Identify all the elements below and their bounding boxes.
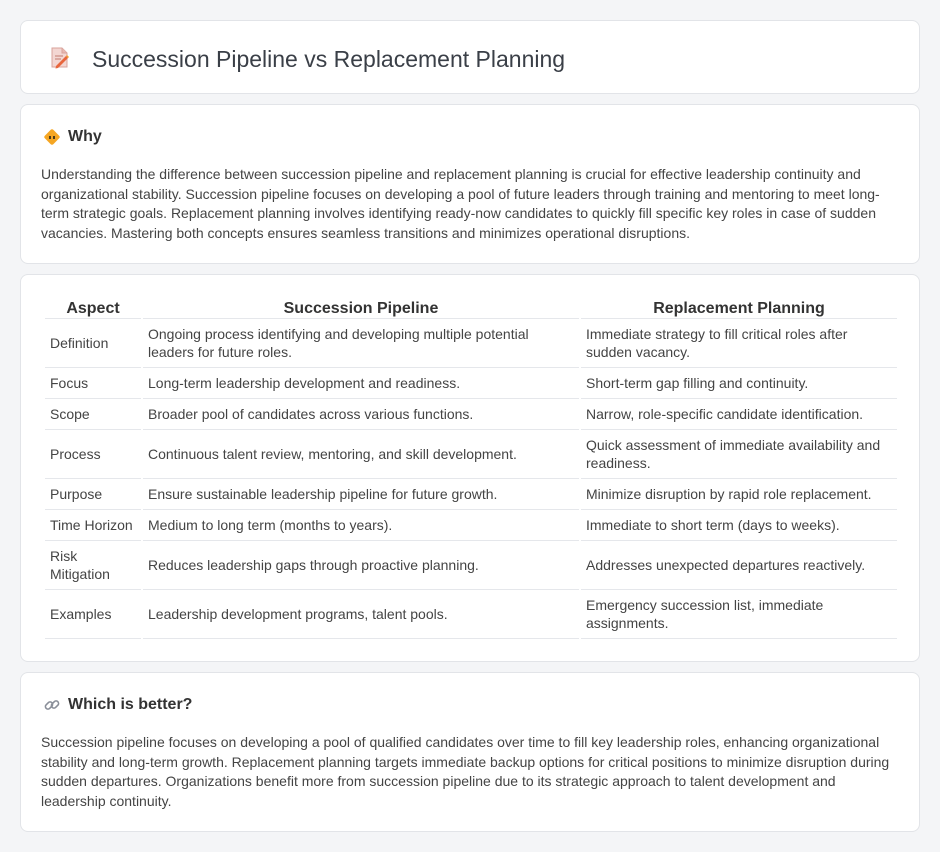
- row-aspect: Purpose: [45, 479, 141, 510]
- row-aspect: Examples: [45, 590, 141, 639]
- why-section: [20, 104, 920, 264]
- header-replacement-planning: Replacement Planning: [581, 297, 897, 319]
- row-succession: Medium to long term (months to years).: [143, 510, 579, 541]
- header-card: [20, 20, 920, 94]
- better-heading: [43, 695, 192, 715]
- row-aspect: Risk Mitigation: [45, 541, 141, 590]
- row-replacement: Short-term gap filling and continuity.: [581, 368, 897, 399]
- table-row: [45, 479, 897, 510]
- table-row: [45, 590, 897, 639]
- better-text: Succession pipeline focuses on developing a pool of qualified candidates over time to fill key leadership roles, enhancing organizational stability and long-term growth. Replacement planning targets immediate backup options for critical positions to minimize disruption during sudden departures. Organizations benefit more from succession pipeline due to its strategic approach to talent development and leadership continuity.: [41, 734, 890, 809]
- row-succession: Broader pool of candidates across various functions.: [143, 399, 579, 430]
- table-row: [45, 368, 897, 399]
- header-succession-pipeline: Succession Pipeline: [143, 297, 579, 319]
- row-succession: Continuous talent review, mentoring, and skill development.: [143, 430, 579, 479]
- row-replacement: Addresses unexpected departures reactively.: [581, 541, 897, 590]
- comparison-table: [43, 297, 899, 639]
- row-succession: Ongoing process identifying and developing multiple potential leaders for future roles.: [143, 319, 579, 368]
- row-succession: Long-term leadership development and readiness.: [143, 368, 579, 399]
- header-aspect: Aspect: [45, 297, 141, 319]
- row-replacement: Immediate to short term (days to weeks).: [581, 510, 897, 541]
- document-edit-icon: [47, 46, 71, 70]
- link-icon: [43, 696, 61, 714]
- row-replacement: Emergency succession list, immediate assignments.: [581, 590, 897, 639]
- why-text: Understanding the difference between succession pipeline and replacement planning is crucial for effective leadership continuity and organizational stability. Succession pipeline focuses on developing a pool of future leaders through training and mentoring to meet long-term strategic goals. Replacement planning involves identifying ready-now candidates to quickly fill specific key roles in case of sudden vacancies. Mastering both concepts ensures seamless transitions and minimizes operational disruptions.: [41, 166, 880, 241]
- better-title: Which is better?: [68, 696, 193, 713]
- row-aspect: Process: [45, 430, 141, 479]
- row-replacement: Immediate strategy to fill critical roles after sudden vacancy.: [581, 319, 897, 368]
- table-header-row: [45, 297, 897, 319]
- page-title: Succession Pipeline vs Replacement Planning: [92, 46, 566, 72]
- row-aspect: Definition: [45, 319, 141, 368]
- row-replacement: Minimize disruption by rapid role replacement.: [581, 479, 897, 510]
- row-succession: Leadership development programs, talent pools.: [143, 590, 579, 639]
- row-replacement: Narrow, role-specific candidate identification.: [581, 399, 897, 430]
- table-row: [45, 430, 897, 479]
- row-succession: Ensure sustainable leadership pipeline for future growth.: [143, 479, 579, 510]
- row-aspect: Scope: [45, 399, 141, 430]
- row-succession: Reduces leadership gaps through proactive planning.: [143, 541, 579, 590]
- row-replacement: Quick assessment of immediate availability and readiness.: [581, 430, 897, 479]
- why-title: Why: [68, 128, 102, 145]
- row-aspect: Focus: [45, 368, 141, 399]
- table-row: [45, 541, 897, 590]
- table-row: [45, 319, 897, 368]
- row-aspect: Time Horizon: [45, 510, 141, 541]
- table-row: [45, 510, 897, 541]
- comparison-table-card: [20, 274, 920, 662]
- which-is-better-section: [20, 672, 920, 832]
- table-row: [45, 399, 897, 430]
- why-heading: [43, 127, 102, 147]
- diamond-sign-icon: [43, 128, 61, 146]
